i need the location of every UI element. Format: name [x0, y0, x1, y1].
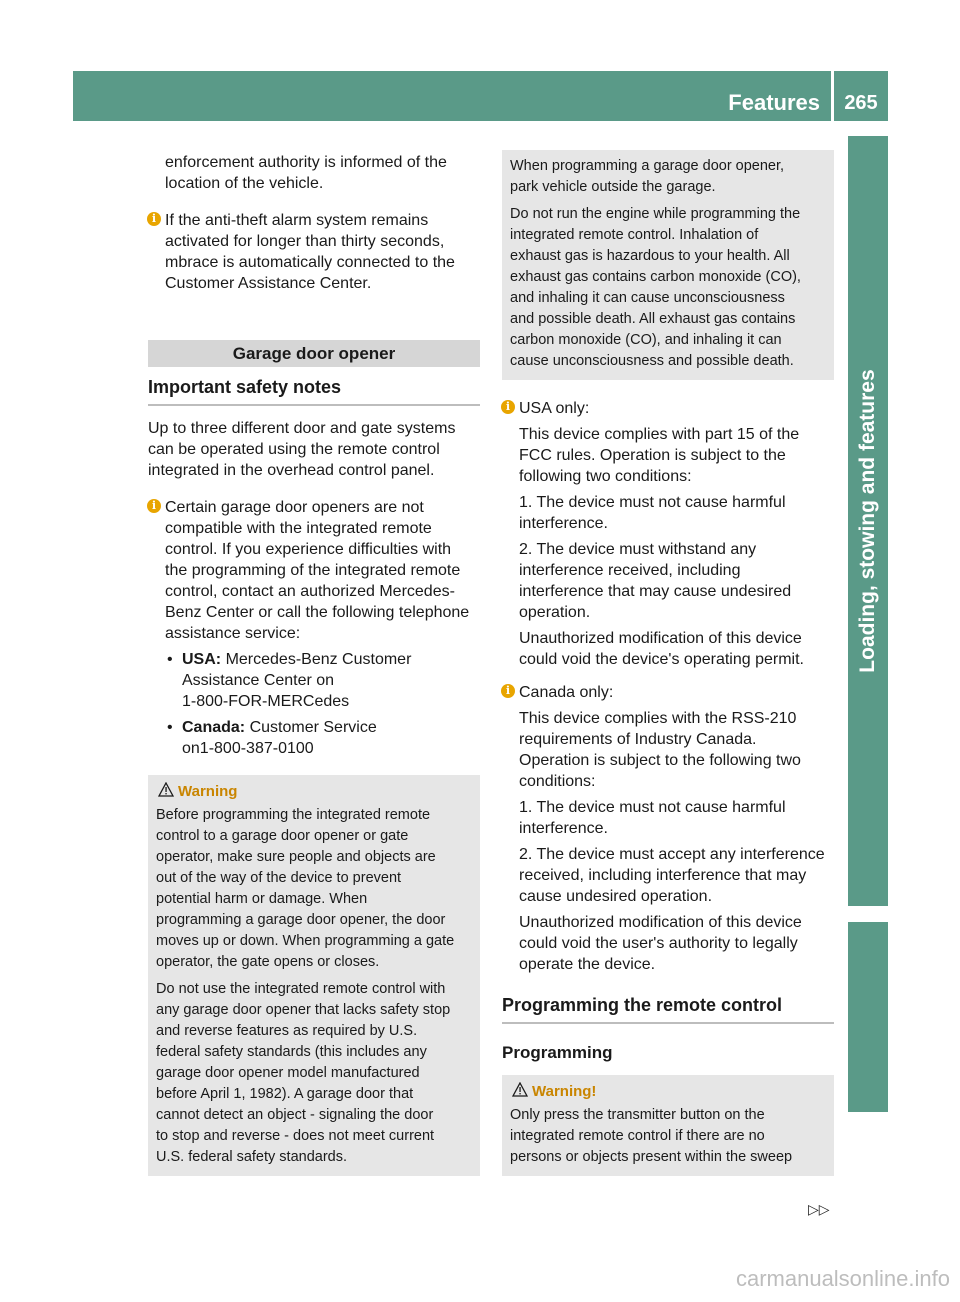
- info-icon: i: [501, 400, 515, 414]
- warning-triangle-icon: [512, 1082, 528, 1097]
- warning-heading: [510, 1081, 826, 1102]
- text-line: If the anti-theft alarm system remains: [165, 212, 429, 229]
- text-line: U.S. federal safety standards.: [156, 1149, 348, 1165]
- text-line: interference that may cause undesired: [519, 583, 792, 600]
- text-line: Customer Assistance Center.: [165, 275, 372, 292]
- text-line: federal safety standards (this includes any: [156, 1044, 427, 1060]
- warning-title: Warning: [178, 783, 238, 800]
- text-line: operator, the gate opens or closes.: [156, 954, 380, 970]
- text-line: This device complies with part 15 of the: [519, 426, 800, 443]
- header-section-title: Features: [728, 90, 820, 115]
- bullet-text: Mercedes-Benz Customer: [225, 651, 412, 668]
- warning-title: Warning!: [532, 1083, 597, 1100]
- text-line: control, contact an authorized Mercedes-: [165, 583, 455, 600]
- text-line: FCC rules. Operation is subject to the: [519, 447, 786, 464]
- intro-paragraph: [148, 418, 480, 481]
- text-line: programming a garage door opener, the door: [156, 912, 446, 928]
- info-icon: i: [147, 499, 161, 513]
- text-line: Up to three different door and gate systems: [148, 420, 456, 437]
- text-line: 1-800-FOR-MERCedes: [182, 693, 350, 710]
- info-note-compatibility: [148, 497, 480, 759]
- info-note-canada: [502, 682, 834, 975]
- text-line: [182, 649, 480, 670]
- list-item-canada: [165, 717, 480, 759]
- text-line: moves up or down. When programming a gate: [156, 933, 455, 949]
- text-line: 1. The device must not cause harmful: [519, 799, 786, 816]
- text-line: can be operated using the remote control: [148, 441, 440, 458]
- text-line: mbrace is automatically connected to the: [165, 254, 455, 271]
- text-line: could void the user's authority to legally: [519, 935, 798, 952]
- text-line: park vehicle outside the garage.: [510, 179, 716, 195]
- chapter-side-tab: [848, 136, 888, 906]
- text-line: 2. The device must withstand any: [519, 541, 757, 558]
- text-line: the programming of the integrated remote: [165, 562, 461, 579]
- text-line: following two conditions:: [519, 468, 692, 485]
- text-line: garage door opener model manufactured: [156, 1065, 420, 1081]
- text-line: activated for longer than thirty seconds,: [165, 233, 445, 250]
- page-header: [73, 71, 888, 121]
- note-title: Canada only:: [519, 684, 614, 701]
- left-column: [148, 152, 480, 1176]
- text-line: integrated in the overhead control panel.: [148, 462, 435, 479]
- text-line: before April 1, 1982). A garage door that: [156, 1086, 414, 1102]
- side-thumb-block: [848, 922, 888, 1112]
- text-line: cannot detect an object - signaling the door: [156, 1107, 434, 1123]
- programming-heading: Programming the remote control: [502, 995, 834, 1024]
- text-line: compatible with the integrated remote: [165, 520, 432, 537]
- bullet-label: USA:: [182, 651, 222, 668]
- right-column: [502, 150, 834, 1176]
- text-line: interference.: [519, 820, 608, 837]
- text-line: Only press the transmitter button on the: [510, 1107, 765, 1123]
- text-line: integrated remote control if there are no: [510, 1128, 765, 1144]
- bullet-icon: •: [167, 719, 173, 736]
- text-line: cause unconsciousness and possible death.: [510, 353, 794, 369]
- text-line: cause undesired operation.: [519, 888, 713, 905]
- continued-text: [148, 152, 480, 194]
- text-line: Unauthorized modification of this device: [519, 914, 802, 931]
- info-icon: i: [501, 684, 515, 698]
- text-line: location of the vehicle.: [165, 175, 324, 192]
- section-title: Garage door opener: [148, 340, 480, 367]
- text-line: exhaust gas is hazardous to your health. All: [510, 248, 790, 264]
- warning-box-continued: [502, 150, 834, 380]
- text-line: interference.: [519, 515, 608, 532]
- text-line: on1-800-387-0100: [182, 740, 314, 757]
- text-line: and inhaling it can cause unconsciousness: [510, 290, 785, 306]
- text-line: interference received, including: [519, 562, 741, 579]
- text-line: Do not use the integrated remote control with: [156, 981, 446, 997]
- warning-triangle-icon: [158, 782, 174, 797]
- text-line: [182, 717, 480, 738]
- info-note-alarm: [148, 210, 480, 294]
- text-line: control to a garage door opener or gate: [156, 828, 409, 844]
- text-line: any garage door opener that lacks safety stop: [156, 1002, 451, 1018]
- warning-box-programming: [502, 1075, 834, 1176]
- text-line: 2. The device must accept any interference: [519, 846, 825, 863]
- note-title: USA only:: [519, 400, 590, 417]
- text-line: 1. The device must not cause harmful: [519, 494, 786, 511]
- text-line: control. If you experience difficulties with: [165, 541, 452, 558]
- watermark: carmanualsonline.info: [735, 1266, 950, 1291]
- text-line: could void the device's operating permit.: [519, 651, 804, 668]
- warning-box: [148, 775, 480, 1176]
- text-line: exhaust gas contains carbon monoxide (CO),: [510, 269, 801, 285]
- warning-heading: [156, 781, 472, 802]
- bullet-label: Canada:: [182, 719, 246, 736]
- text-line: out of the way of the device to prevent: [156, 870, 402, 886]
- text-line: integrated remote control. Inhalation of: [510, 227, 759, 243]
- text-line: persons or objects present within the sweep: [510, 1149, 793, 1165]
- info-icon: i: [147, 212, 161, 226]
- text-line: This device complies with the RSS-210: [519, 710, 797, 727]
- text-line: and possible death. All exhaust gas contains: [510, 311, 796, 327]
- page-number: 265: [844, 92, 878, 114]
- text-line: operate the device.: [519, 956, 656, 973]
- text-line: conditions:: [519, 773, 596, 790]
- text-line: Assistance Center on: [182, 672, 335, 689]
- text-line: Operation is subject to the following two: [519, 752, 801, 769]
- chapter-label: Loading, stowing and features: [856, 369, 879, 673]
- text-line: and reverse features as required by U.S.: [156, 1023, 418, 1039]
- text-line: operation.: [519, 604, 591, 621]
- text-line: Before programming the integrated remote: [156, 807, 431, 823]
- subheading: Important safety notes: [148, 377, 480, 406]
- text-line: assistance service:: [165, 625, 301, 642]
- text-line: When programming a garage door opener,: [510, 158, 785, 174]
- programming-subheading: Programming: [502, 1043, 613, 1062]
- info-note-usa: [502, 398, 834, 670]
- text-line: requirements of Industry Canada.: [519, 731, 757, 748]
- bullet-text: Customer Service: [249, 719, 377, 736]
- text-line: carbon monoxide (CO), and inhaling it can: [510, 332, 782, 348]
- bullet-icon: •: [167, 651, 173, 668]
- list-item-usa: [165, 649, 480, 712]
- text-line: to stop and reverse - does not meet current: [156, 1128, 435, 1144]
- text-line: Certain garage door openers are not: [165, 499, 424, 516]
- text-line: Do not run the engine while programming the: [510, 206, 801, 222]
- text-line: Unauthorized modification of this device: [519, 630, 802, 647]
- text-line: operator, make sure people and objects are: [156, 849, 436, 865]
- text-line: potential harm or damage. When: [156, 891, 368, 907]
- text-line: received, including interference that may: [519, 867, 807, 884]
- text-line: Benz Center or call the following telephone: [165, 604, 470, 621]
- text-line: enforcement authority is informed of the: [165, 154, 447, 171]
- continue-arrows-icon: ▷▷: [808, 1201, 830, 1217]
